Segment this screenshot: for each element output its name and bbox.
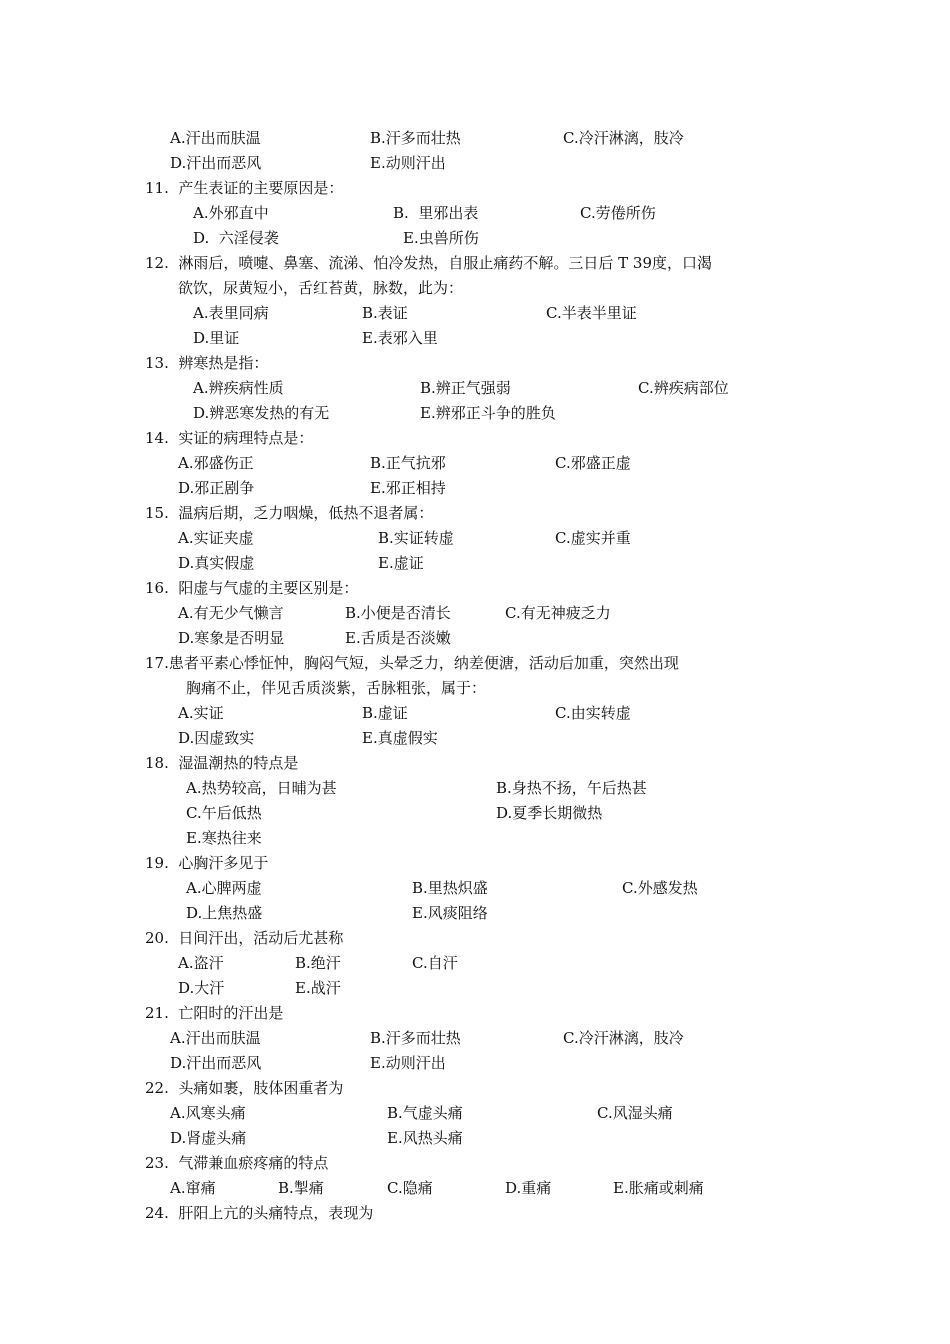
answer-option: C.冷汗淋漓，肢冷 [563, 129, 684, 147]
answer-option: D.大汗 [178, 979, 225, 997]
answer-option: A.表里同病 [193, 304, 269, 322]
answer-option: A.有无少气懒言 [178, 604, 284, 622]
answer-option: E.动则汗出 [370, 1054, 446, 1072]
answer-option: B.小便是否清长 [345, 604, 451, 622]
answer-option: A.邪盛伤正 [178, 454, 254, 472]
answer-option: B. 里邪出表 [393, 204, 479, 222]
answer-option: A.热势较高，日晡为甚 [186, 779, 337, 797]
answer-option: D.因虚致实 [178, 729, 255, 747]
answer-option: B.汗多而壮热 [370, 129, 461, 147]
answer-option: C.邪盛正虚 [555, 454, 631, 472]
answer-option: B.气虚头痛 [387, 1104, 463, 1122]
question-stem: 22. 头痛如裹，肢体困重者为 [145, 1079, 344, 1097]
answer-option: A.实证 [178, 704, 224, 722]
answer-option: D. 六淫侵袭 [193, 229, 279, 247]
answer-option: E.真虚假实 [362, 729, 438, 747]
answer-option: B.绝汗 [295, 954, 341, 972]
answer-option: E.虫兽所伤 [403, 229, 479, 247]
question-stem: 12. 淋雨后，喷嚏、鼻塞、流涕、怕冷发热，自服止痛药不解。三日后 T 39度，口渴 [145, 254, 713, 272]
answer-option: D.上焦热盛 [186, 904, 263, 922]
answer-option: D.汗出而恶风 [170, 1054, 262, 1072]
answer-option: E.风痰阻络 [412, 904, 488, 922]
answer-option: B.正气抗邪 [370, 454, 446, 472]
answer-option: D.真实假虚 [178, 554, 255, 572]
question-text: 欲饮，尿黄短小，舌红苔黄，脉数，此为： [178, 279, 464, 297]
answer-option: B.里热炽盛 [412, 879, 488, 897]
answer-option: D.肾虚头痛 [170, 1129, 247, 1147]
answer-option: B.辨正气强弱 [420, 379, 511, 397]
answer-option: A.盗汗 [178, 954, 224, 972]
question-stem: 14. 实证的病理特点是： [145, 429, 314, 447]
answer-option: B.虚证 [362, 704, 408, 722]
question-stem: 24. 肝阳上亢的头痛特点，表现为 [145, 1204, 374, 1222]
answer-option: D.邪正剧争 [178, 479, 255, 497]
answer-option: A.风寒头痛 [170, 1104, 246, 1122]
answer-option: E.表邪入里 [362, 329, 438, 347]
answer-option: E.战汗 [295, 979, 341, 997]
answer-option: E.邪正相持 [370, 479, 446, 497]
answer-option: D.重痛 [505, 1179, 552, 1197]
answer-option: A.窜痛 [170, 1179, 216, 1197]
answer-option: A.汗出而肤温 [170, 129, 261, 147]
answer-option: C.风湿头痛 [597, 1104, 673, 1122]
answer-option: E.胀痛或刺痛 [613, 1179, 704, 1197]
answer-option: B.表证 [362, 304, 408, 322]
answer-option: B.实证转虚 [378, 529, 454, 547]
answer-option: C.隐痛 [387, 1179, 433, 1197]
answer-option: E.寒热往来 [186, 829, 262, 847]
answer-option: C.外感发热 [622, 879, 698, 897]
question-stem: 23. 气滞兼血瘀疼痛的特点 [145, 1154, 329, 1172]
answer-option: E.舌质是否淡嫩 [345, 629, 451, 647]
question-stem: 11. 产生表证的主要原因是： [145, 179, 344, 197]
answer-option: E.辨邪正斗争的胜负 [420, 404, 556, 422]
answer-option: A.心脾两虚 [186, 879, 262, 897]
question-stem: 18. 湿温潮热的特点是 [145, 754, 299, 772]
answer-option: E.风热头痛 [387, 1129, 463, 1147]
question-stem: 13. 辨寒热是指： [145, 354, 269, 372]
answer-option: B.身热不扬，午后热甚 [496, 779, 647, 797]
answer-option: C.由实转虚 [555, 704, 631, 722]
answer-option: E.动则汗出 [370, 154, 446, 172]
answer-option: D.汗出而恶风 [170, 154, 262, 172]
question-stem: 16. 阳虚与气虚的主要区别是： [145, 579, 359, 597]
question-stem: 17.患者平素心悸怔忡，胸闷气短，头晕乏力，纳差便溏，活动后加重，突然出现 [145, 654, 679, 672]
answer-option: D.里证 [193, 329, 240, 347]
answer-option: C.虚实并重 [555, 529, 631, 547]
answer-option: C.自汗 [412, 954, 458, 972]
answer-option: C.半表半里证 [546, 304, 637, 322]
answer-option: C.有无神疲乏力 [505, 604, 611, 622]
answer-option: C.劳倦所伤 [580, 204, 656, 222]
answer-option: D.夏季长期微热 [496, 804, 603, 822]
answer-option: C.冷汗淋漓，肢冷 [563, 1029, 684, 1047]
answer-option: E.虚证 [378, 554, 424, 572]
answer-option: A.汗出而肤温 [170, 1029, 261, 1047]
answer-option: B.掣痛 [278, 1179, 324, 1197]
question-stem: 19. 心胸汗多见于 [145, 854, 269, 872]
answer-option: C.午后低热 [186, 804, 262, 822]
question-stem: 21. 亡阳时的汗出是 [145, 1004, 284, 1022]
answer-option: A.外邪直中 [193, 204, 269, 222]
answer-option: B.汗多而壮热 [370, 1029, 461, 1047]
answer-option: A.实证夹虚 [178, 529, 254, 547]
answer-option: C.辨疾病部位 [638, 379, 729, 397]
question-text: 胸痛不止，伴见舌质淡紫，舌脉粗张，属于： [186, 679, 487, 697]
answer-option: D.辨恶寒发热的有无 [193, 404, 330, 422]
answer-option: D.寒象是否明显 [178, 629, 285, 647]
question-stem: 20. 日间汗出，活动后尤甚称 [145, 929, 344, 947]
question-stem: 15. 温病后期，乏力咽燥，低热不退者属： [145, 504, 434, 522]
answer-option: A.辨疾病性质 [193, 379, 284, 397]
